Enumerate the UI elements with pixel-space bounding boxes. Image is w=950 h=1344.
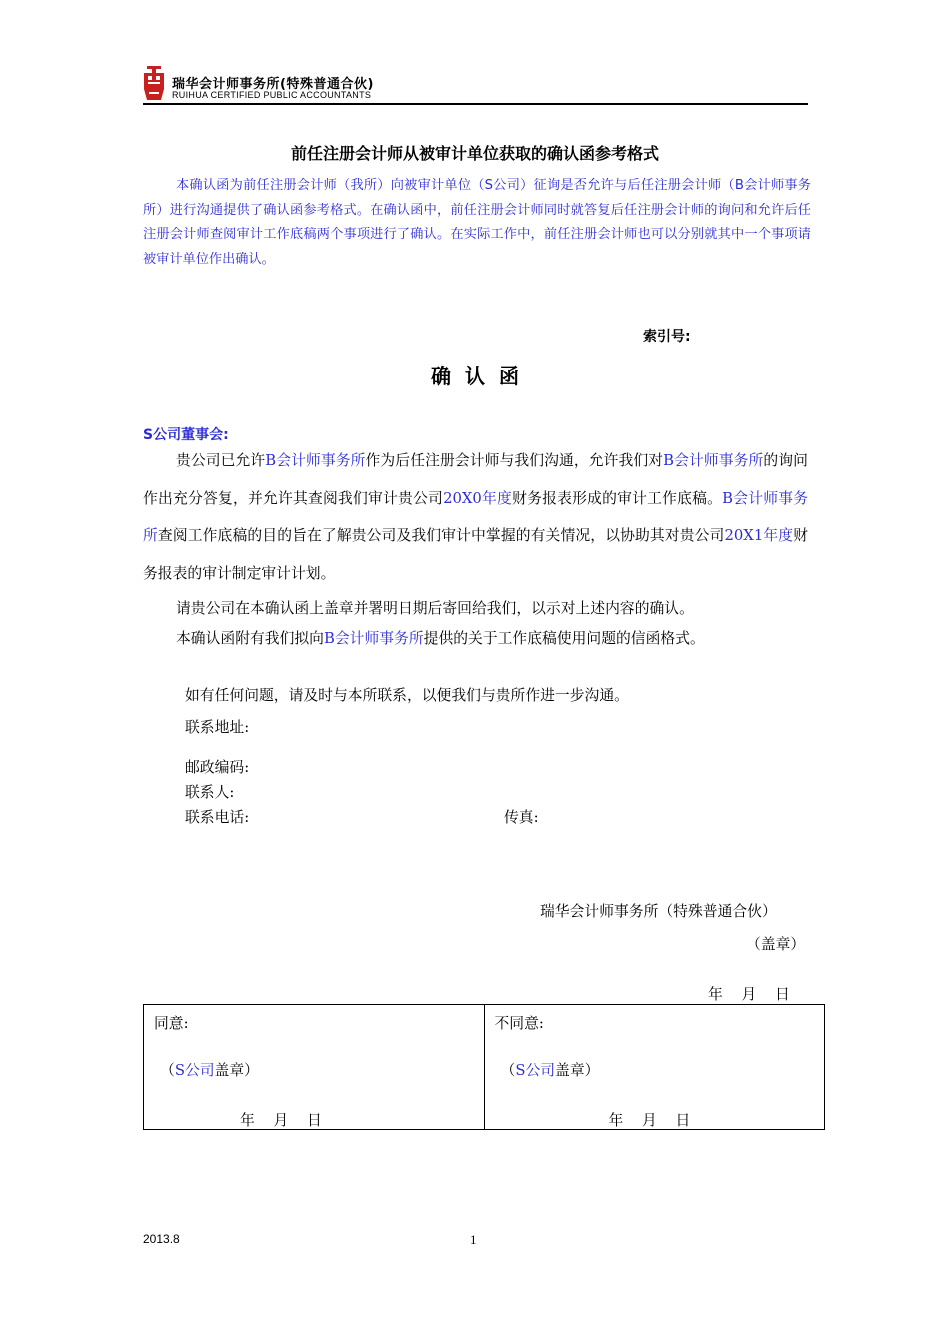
- contact-address-label: 联系地址:: [185, 719, 250, 736]
- agree-cell[interactable]: [144, 1005, 485, 1130]
- signature-seal: （盖章）: [746, 936, 806, 953]
- disagree-date: 年 月 日: [608, 1112, 691, 1129]
- confirmation-table: [143, 1004, 825, 1130]
- signature-date: 年 月 日: [708, 986, 790, 1003]
- body-paragraph-2: 请贵公司在本确认函上盖章并署明日期后寄回给我们，以示对上述内容的确认。: [176, 600, 694, 617]
- contact-phone-label: 联系电话:: [185, 809, 250, 826]
- contact-person-label: 联系人:: [185, 784, 235, 801]
- footer-date: 2013.8: [143, 1232, 180, 1246]
- disagree-cell[interactable]: [484, 1005, 825, 1130]
- firm-name-en: RUIHUA CERTIFIED PUBLIC ACCOUNTANTS: [172, 90, 372, 100]
- ruihua-logo-icon: [143, 66, 165, 100]
- letter-title: 确认函: [431, 364, 533, 388]
- index-number-label: 索引号:: [643, 329, 691, 345]
- contact-postcode-label: 邮政编码:: [185, 759, 250, 776]
- firm-name-cn: 瑞华会计师事务所(特殊普通合伙): [172, 77, 374, 92]
- contact-intro: 如有任何问题，请及时与本所联系，以便我们与贵所作进一步沟通。: [185, 687, 629, 704]
- document-title: 前任注册会计师从被审计单位获取的确认函参考格式: [290, 144, 659, 163]
- header-divider: [143, 103, 808, 105]
- disagree-label: 不同意:: [494, 1015, 544, 1032]
- disagree-seal: （S公司盖章）: [500, 1062, 600, 1079]
- agree-date: 年 月 日: [240, 1112, 322, 1129]
- agree-label: 同意:: [154, 1015, 189, 1032]
- signature-firm: 瑞华会计师事务所（特殊普通合伙）: [540, 903, 777, 920]
- agree-seal: （S公司盖章）: [160, 1062, 259, 1079]
- body-paragraph-3: 本确认函附有我们拟向B会计师事务所提供的关于工作底稿使用问题的信函格式。: [176, 630, 705, 647]
- intro-paragraph: 本确认函为前任注册会计师（我所）向被审计单位（S公司）征询是否允许与后任注册会计师（B会计师事务所）进行沟通提供了确认函参考格式。在确认函中，前任注册会计师同时就答复后任注册会计师的询问和允许后任注册会计师查阅审计工作底稿两个事项进行了确认。在实际工作中，前任注册会计师也可以分别就其中一个事项请被审计单位作出确认。: [143, 178, 811, 267]
- contact-fax-label: 传真:: [504, 809, 539, 826]
- salutation: S公司董事会:: [143, 427, 229, 443]
- page-number: 1: [470, 1232, 477, 1247]
- body-paragraph-1: 贵公司已允许B会计师事务所作为后任注册会计师与我们沟通，允许我们对B会计师事务所的询问作出充分答复，并允许其查阅我们审计贵公司20X0年度财务报表形成的审计工作底稿。B会计师事务所查阅工作底稿的目的旨在了解贵公司及我们审计中掌握的有关情况，以协助其对贵公司20X1年度财务报表的审计制定审计计划。: [143, 452, 808, 582]
